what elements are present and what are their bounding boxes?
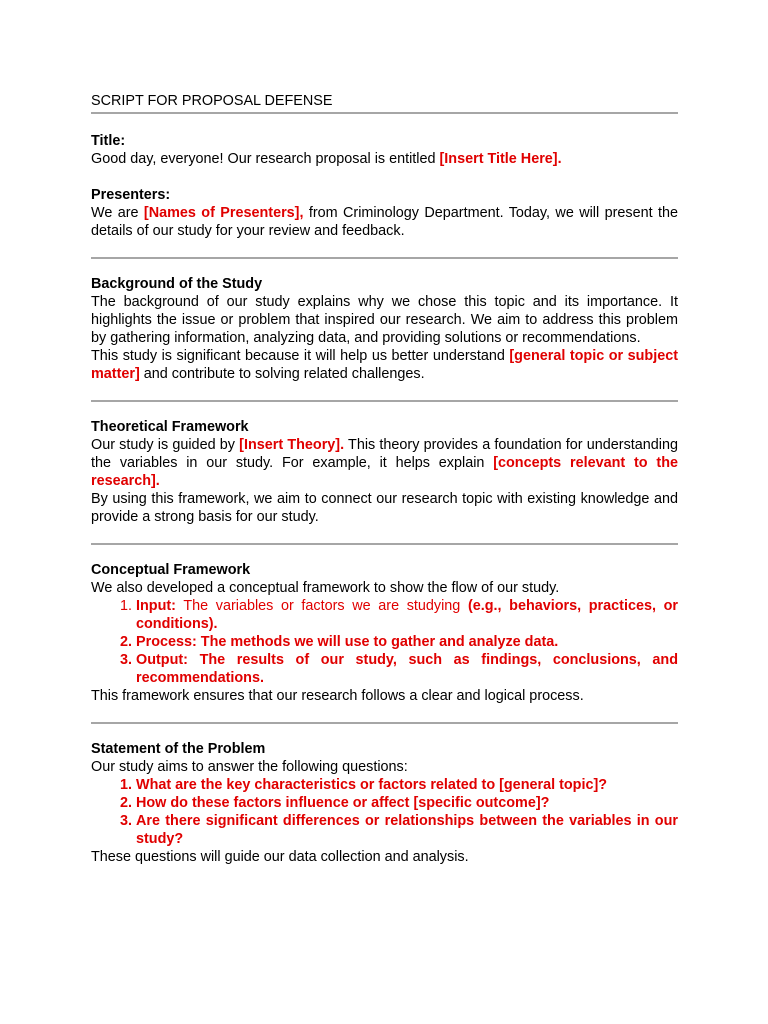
conceptual-heading: Conceptual Framework xyxy=(91,562,251,578)
title-placeholder: [Insert Title Here]. xyxy=(439,151,562,167)
background-heading: Background of the Study xyxy=(91,276,263,292)
background-placeholder: [general topic or subject matter] xyxy=(91,348,679,382)
theory-placeholder: [Insert Theory]. xyxy=(239,437,345,453)
list-item: 1. What are the key characteristics or factors related to [general topic]? xyxy=(136,776,678,794)
problem-list xyxy=(91,776,678,848)
list-item: 2. Process: The methods we will use to gather and analyze data. xyxy=(136,633,678,651)
document-page xyxy=(91,92,678,866)
list-item: 2. How do these factors influence or affect [specific outcome]? xyxy=(136,794,678,812)
conceptual-list xyxy=(91,597,678,687)
title-paragraph: Good day, everyone! Our research proposal is entitled [Insert Title Here]. xyxy=(91,151,562,167)
title-heading: Title: xyxy=(91,133,126,149)
problem-intro: Our study aims to answer the following questions: xyxy=(91,759,408,775)
problem-outro: These questions will guide our data collection and analysis. xyxy=(91,849,469,865)
theoretical-heading: Theoretical Framework xyxy=(91,419,249,435)
concepts-placeholder: [concepts relevant to the research]. xyxy=(91,455,678,489)
presenters-placeholder: [Names of Presenters], xyxy=(143,205,304,221)
list-item: 3. Are there significant differences or relationships between the variables in our study? xyxy=(136,812,678,848)
background-paragraph-1: The background of our study explains why we chose this topic and its importance. It highlights the issue or problem that inspired our research. We aim to address this problem by gathering information, analyzing data, and providing solutions or recommendations. xyxy=(91,294,678,346)
conceptual-intro: We also developed a conceptual framework to show the flow of our study. xyxy=(91,580,560,596)
conceptual-outro: This framework ensures that our research follows a clear and logical process. xyxy=(91,688,584,704)
theoretical-paragraph-1: Our study is guided by [Insert Theory]. This theory provides a foundation for understanding the variables in our study. For example, it helps explain [concepts relevant to the research]. xyxy=(91,437,679,489)
document-title: SCRIPT FOR PROPOSAL DEFENSE xyxy=(91,93,333,109)
presenters-paragraph: We are [Names of Presenters], from Criminology Department. Today, we will present the details of our study for your review and feedback. xyxy=(91,205,678,239)
list-item: 3. Output: The results of our study, such as findings, conclusions, and recommendations. xyxy=(136,651,678,687)
list-item: 1. Input: The variables or factors we are studying (e.g., behaviors, practices, or conditions). xyxy=(136,597,678,633)
presenters-heading: Presenters: xyxy=(91,187,171,203)
background-paragraph-2: This study is significant because it will help us better understand [general topic or subject matter] and contribute to solving related challenges. xyxy=(91,348,679,382)
theoretical-paragraph-2: By using this framework, we aim to connect our research topic with existing knowledge and provide a strong basis for our study. xyxy=(91,491,678,525)
problem-heading: Statement of the Problem xyxy=(91,741,266,757)
